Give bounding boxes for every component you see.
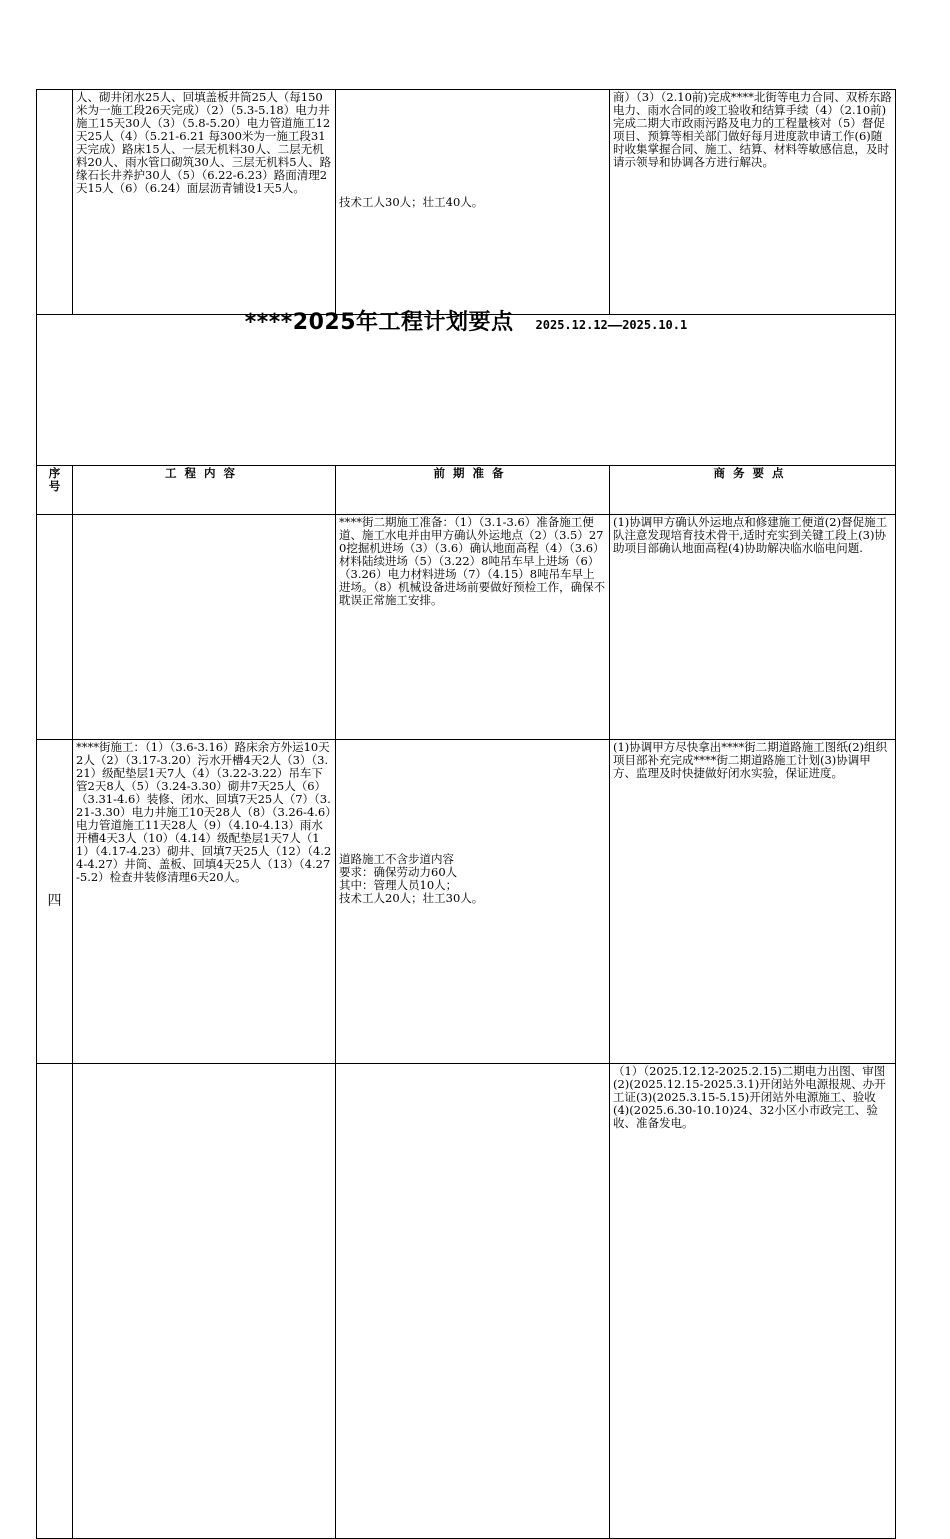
row-number (37, 90, 73, 315)
row-number (37, 1064, 73, 1539)
header-content: 工程内容 (73, 466, 336, 515)
business-points-cell: 商）（3）（2.10前)完成****北街等电力合同、双桥东路电力、雨水合同的竣工验收和结算手续（4）（2.10前)完成二期大市政雨污路及电力的工程量核对（5）督促项目、预算等相关部门做好每月进度款申请工作(6)随时收集掌握合同、施工、结算、材料等敏感信息，及时请示领导和协调各方进行解决。 (610, 90, 896, 315)
preparation-cell (336, 1064, 610, 1539)
preparation-cell: ****街二期施工准备：（1）（3.1-3.6）准备施工便道、施工水电并由甲方确认外运地点（2）（3.5）270挖掘机进场（3）（3.6）确认地面高程（4）（3.6）材料陆续进场（5）（3.22）8吨吊车早上进场（6）（3.26）电力材料进场（7）（4.15）8吨吊车早上进场。（8）机械设备进场前要做好预检工作，确保不耽误正常施工安排。 (336, 515, 610, 740)
page-title: ****2025年工程计划要点 (244, 310, 514, 335)
header-row (37, 466, 896, 515)
preparation-cell (336, 740, 610, 1064)
header-no (37, 466, 73, 515)
title-cell (37, 310, 896, 466)
title-row (37, 315, 896, 466)
work-content-cell (73, 515, 336, 740)
work-content-cell: 人、砌井闭水25人、回填盖板井筒25人（每150米为一施工段26天完成）（2）（5.3-5.18）电力井施工15天30人（3）（5.8-5.20）电力管道施工12天25人（4）（5.21-6.21 每300米为一施工段31天完成）路床15人、一层无机料30人、二层无机料20人、雨水管口砌筑30人、三层无机料5人、路缘石长井养护30人（5）（6.22-6.23）路面清理2天15人（6）（6.24）面层沥青铺设1天5人。 (73, 90, 336, 315)
header-business: 商务要点 (610, 466, 896, 515)
table-row (37, 90, 896, 315)
header-prep: 前期准备 (336, 466, 610, 515)
business-points-cell: （1）（2025.12.12-2025.2.15)二期电力出图、审图 (2)(2025.12.15-2025.3.1)开闭站外电源报规、办开工证(3)(2025.3.15-5.15)开闭站外电源施工、验收(4)(2025.6.30-10.10)24、32小区小市政完工、验收、准备发电。 (610, 1064, 896, 1539)
row-number (37, 515, 73, 740)
plan-table (36, 89, 896, 1539)
preparation-cell: 技术工人30人；壮工40人。 (336, 90, 610, 315)
preparation-text: 道路施工不含步道内容 要求：确保劳动力60人 其中：管理人员10人； 技术工人20人；壮工30人。 (339, 852, 484, 905)
table-row (37, 740, 896, 1064)
work-content-cell: ****街施工：（1）（3.6-3.16）路床余方外运10天2人（2）（3.17-3.20）污水开槽4天2人（3）（3.21）级配垫层1天7人（4）（3.22-3.22）吊车下管2天8人（5）（3.24-3.30）砌井7天25人（6）（3.31-4.6）装修、闭水、回填7天25人（7）（3.21-3.30）电力井施工10天28人（8）（3.26-4.6）电力管道施工11天28人（9）（4.10-4.13）雨水开槽4天3人（10）（4.14）级配垫层1天7人（11）（4.17-4.23）砌井、回填7天25人（12）（4.24-4.27）井筒、盖板、回填4天25人（13）（4.27-5.2）检查井装修清理6天20人。 (73, 740, 336, 1064)
business-points-cell: (1)协调甲方确认外运地点和修建施工便道(2)督促施工队注意发现培育技术骨干,适时充实到关键工段上(3)协助项目部确认地面高程(4)协助解决临水临电问题. (610, 515, 896, 740)
row-number: 四 (37, 740, 73, 1064)
work-content-cell (73, 1064, 336, 1539)
table-row (37, 515, 896, 740)
table-row (37, 1064, 896, 1539)
date-range: 2025.12.12——2025.10.1 (535, 318, 688, 332)
business-points-cell: (1)协调甲方尽快拿出****街二期道路施工图纸(2)组织项目部补充完成****街二期道路施工计划(3)协调甲方、监理及时快捷做好闭水实验，保证进度。 (610, 740, 896, 1064)
header-no-label: 序号 (48, 466, 61, 493)
